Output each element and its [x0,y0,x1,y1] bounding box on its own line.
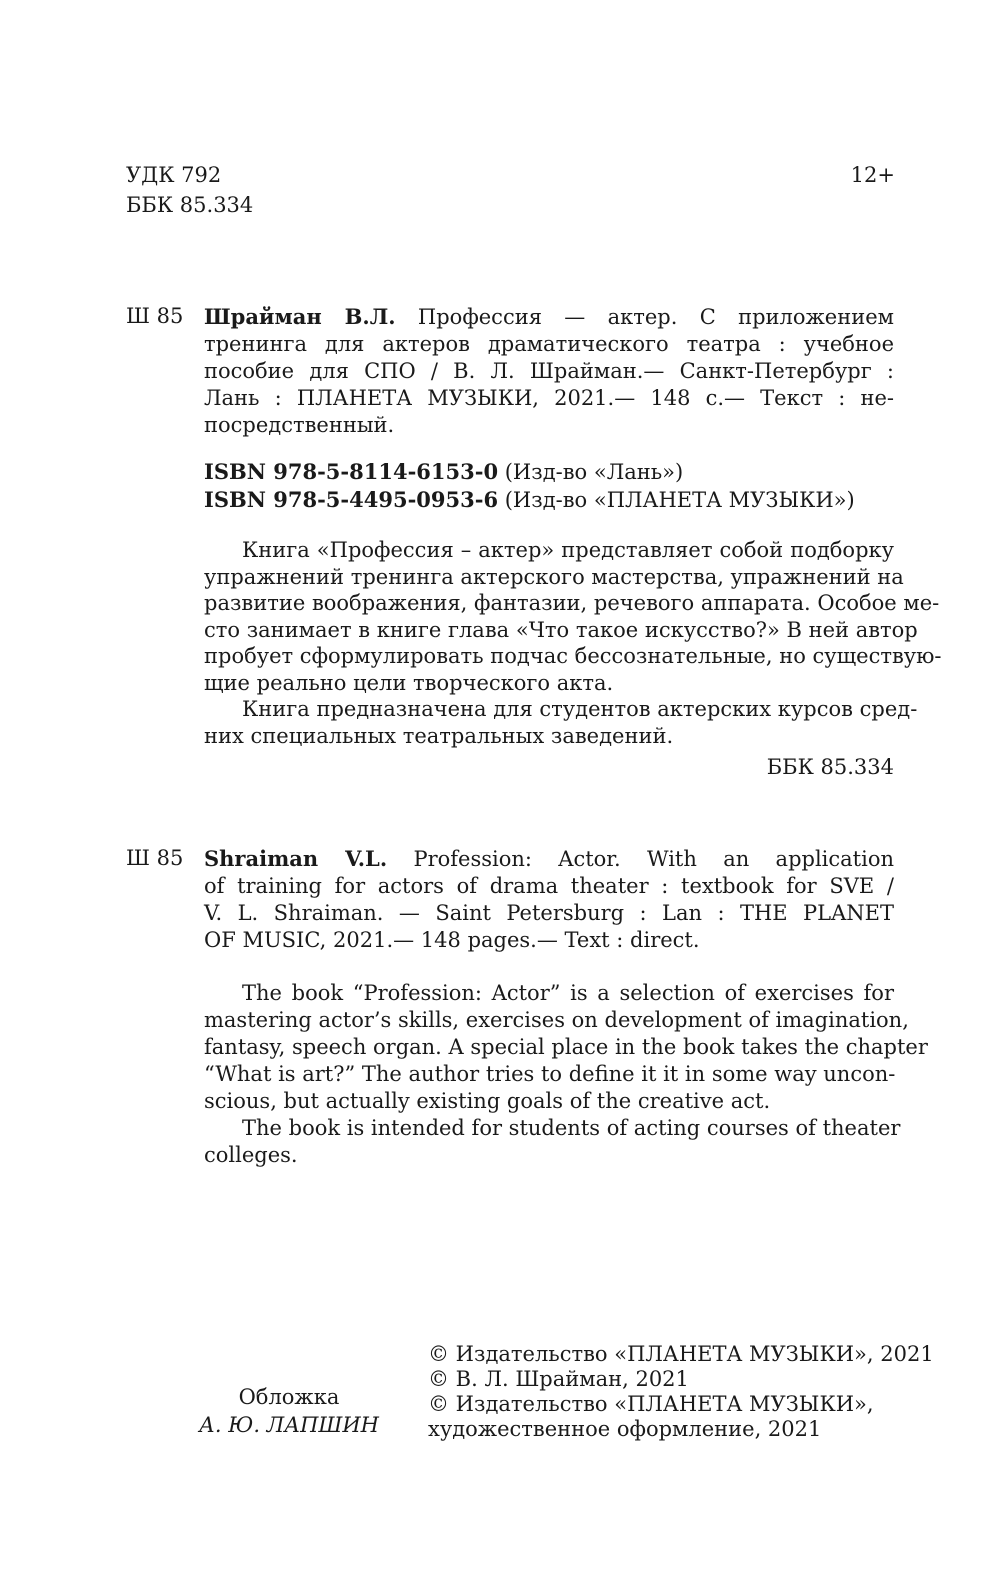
isbn-number: ISBN 978-5-8114-6153-0 [204,459,499,484]
age-rating: 12+ [850,163,895,187]
isbn-line [204,458,894,486]
annotation-line: них специальных театральных заведений. [204,723,674,748]
author-name-ru: Шрайман В.Л. [204,304,396,329]
isbn-number: ISBN 978-5-4495-0953-6 [204,487,499,512]
classification-block [126,160,253,220]
annotation-line: Книга «Профессия – актер» представляет собой подборку [242,538,894,562]
biblio-line: пособие для СПО / В. Л. Шрайман.— Санкт-Петербург : [204,359,894,383]
isbn-publisher: (Изд-во «ПЛАНЕТА МУЗЫКИ») [498,488,855,512]
biblio-line: V. L. Shraiman. — Saint Petersburg : Lan : THE PLANET [204,901,894,925]
annotation-line: упражнений тренинга актерского мастерства, упражнений на [204,564,904,589]
annotation-line: colleges. [204,1143,298,1167]
cover-label: Обложка [238,1385,340,1409]
author-sign-en: Ш 85 [126,846,184,870]
annotation-line: fantasy, speech organ. A special place in the book takes the chapter [204,1035,928,1059]
cover-artist: А. Ю. ЛАПШИН [199,1413,379,1437]
biblio-line [204,845,894,873]
annotation-line: The book “Profession: Actor” is a selection of exercises for [242,981,894,1005]
copyright-line: © Издательство «ПЛАНЕТА МУЗЫКИ», [428,1392,874,1416]
biblio-line: of training for actors of drama theater : textbook for SVE / [204,874,894,898]
author-name-en: Shraiman V.L. [204,846,388,871]
isbn-block [204,458,894,514]
annotation-line: Книга предназначена для студентов актерских курсов сред- [242,697,918,721]
annotation-line: The book is intended for students of acting courses of theater [242,1116,901,1140]
isbn-line [204,486,894,514]
title-ru: Профессия — актер. С приложением [395,305,894,329]
annotation-line: “What is art?” The author tries to define it it in some way uncon- [204,1062,896,1086]
biblio-line: тренинга для актеров драматического театра : учебное [204,332,894,356]
copyright-line: художественное оформление, 2021 [428,1417,822,1441]
isbn-publisher: (Изд-во «Лань») [498,460,684,484]
copyright-block [428,1342,934,1442]
cover-credit [196,1383,382,1439]
copyright-line: © В. Л. Шрайман, 2021 [428,1367,689,1391]
annotation-ru [204,537,942,749]
bibliographic-record-en [204,845,894,954]
annotation-line: сто занимает в книге глава «Что такое искусство?» В ней автор [204,617,918,642]
udk-code: УДК 792 [126,163,222,187]
copyright-line: © Издательство «ПЛАНЕТА МУЗЫКИ», 2021 [428,1342,934,1366]
bibliographic-record-ru [204,303,894,439]
biblio-line [204,303,894,331]
biblio-line: посредственный. [204,413,395,437]
annotation-en [204,980,928,1169]
annotation-line: scious, but actually existing goals of the creative act. [204,1089,771,1113]
author-sign-ru: Ш 85 [126,304,184,328]
annotation-line: щие реально цели творческого акта. [204,670,614,695]
bbk-code-right: ББК 85.334 [766,755,894,779]
biblio-line: Лань : ПЛАНЕТА МУЗЫКИ, 2021.— 148 с.— Текст : не- [204,386,894,410]
bbk-code: ББК 85.334 [126,193,254,217]
title-en: Profession: Actor. With an application [387,847,895,871]
annotation-line: развитие воображения, фантазии, речевого аппарата. Особое ме- [204,591,940,615]
annotation-line: mastering actor’s skills, exercises on development of imagination, [204,1008,909,1032]
biblio-line: OF MUSIC, 2021.— 148 pages.— Text : direct. [204,928,700,952]
annotation-line: пробует сформулировать подчас бессознательные, но существую- [204,644,942,668]
